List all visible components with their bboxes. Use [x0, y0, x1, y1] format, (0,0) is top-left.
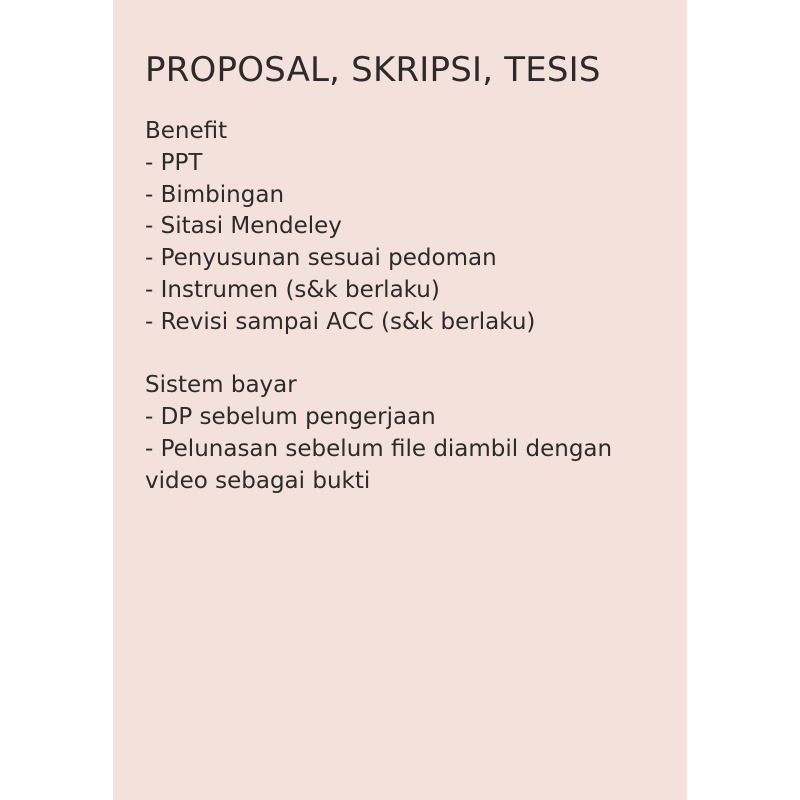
benefit-heading: Benefit [145, 118, 228, 144]
payment-item-dp: - DP sebelum pengerjaan [145, 404, 436, 431]
page-title: PROPOSAL, SKRIPSI, TESIS [145, 50, 601, 90]
benefit-item-penyusunan: - Penyusunan sesuai pedoman [145, 245, 497, 272]
payment-item-video: video sebagai bukti [145, 467, 371, 494]
benefit-item-ppt: - PPT [145, 149, 203, 176]
benefit-item-bimbingan: - Bimbingan [145, 181, 285, 208]
section-spacer [145, 339, 665, 371]
benefit-item-instrumen: - Instrumen (s&k berlaku) [145, 276, 440, 303]
payment-item-pelunasan: - Pelunasan sebelum file diambil dengan [145, 435, 613, 462]
info-card [113, 0, 687, 800]
benefit-item-revisi: - Revisi sampai ACC (s&k berlaku) [145, 308, 536, 335]
payment-heading: Sistem bayar [145, 372, 297, 399]
benefit-item-sitasi: - Sitasi Mendeley [145, 213, 342, 240]
content-list [145, 116, 665, 498]
